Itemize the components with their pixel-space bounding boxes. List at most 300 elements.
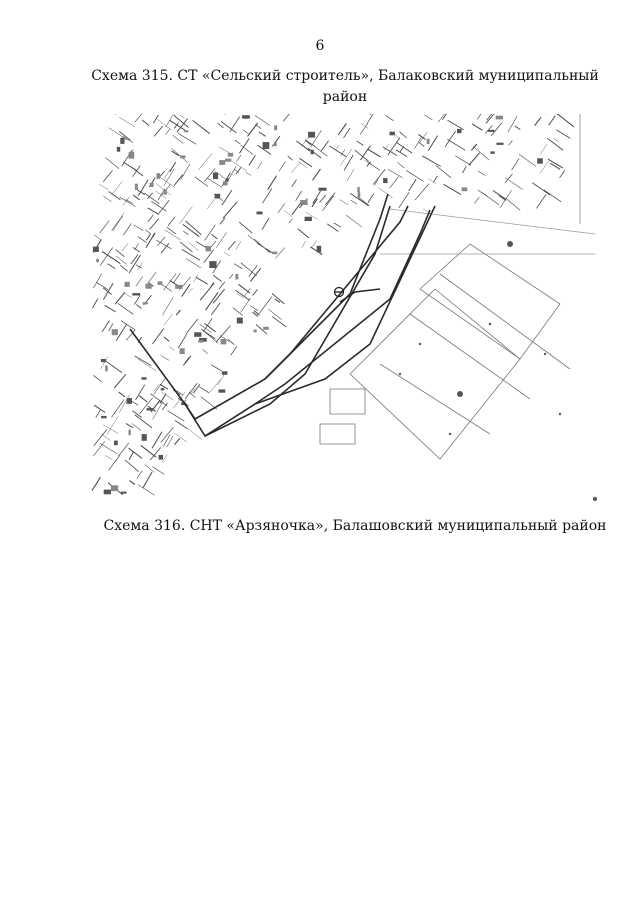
parcel-line xyxy=(428,136,437,151)
parcel-line xyxy=(320,195,326,202)
parcel-line xyxy=(145,464,155,472)
building-block xyxy=(390,132,395,136)
parcel-line xyxy=(183,357,189,365)
parcel-line xyxy=(144,193,159,204)
parcel-line xyxy=(434,176,438,182)
parcel-line xyxy=(313,191,321,204)
parcel-line xyxy=(136,276,143,286)
parcel-line xyxy=(268,176,277,190)
parcel-line xyxy=(257,162,262,170)
parcel-line xyxy=(506,198,520,210)
parcel-line xyxy=(164,337,169,341)
parcel-line xyxy=(199,387,209,394)
urban-blocks xyxy=(92,114,574,495)
parcel-line xyxy=(269,309,282,319)
parcel-line xyxy=(367,162,380,171)
parcel-line xyxy=(241,145,254,155)
building-block xyxy=(497,143,504,145)
parcel-line xyxy=(219,147,229,153)
parcel-line xyxy=(102,321,110,332)
building-block xyxy=(242,115,250,119)
parcel-line xyxy=(188,288,192,293)
parcel-line xyxy=(550,163,560,169)
building-block xyxy=(159,455,163,460)
parcel-line xyxy=(463,166,467,173)
parcel-line xyxy=(560,170,565,178)
building-block xyxy=(142,377,147,380)
parcel-line xyxy=(154,126,163,136)
parcel-line xyxy=(344,155,353,171)
parcel-line xyxy=(121,321,135,330)
parcel-line xyxy=(148,215,153,222)
parcel-line xyxy=(112,182,122,195)
parcel-line xyxy=(112,399,125,417)
parcel-line xyxy=(474,197,479,203)
parcel-line xyxy=(388,169,403,177)
parcel-line xyxy=(535,117,541,125)
field-markers xyxy=(399,241,597,501)
parcel-line xyxy=(544,190,561,202)
parcel-line xyxy=(436,165,451,177)
parcel-line xyxy=(399,192,410,208)
building-block xyxy=(180,155,185,158)
parcel-line xyxy=(133,247,140,252)
parcel-line xyxy=(153,115,158,123)
parcel-line xyxy=(334,223,341,227)
building-block xyxy=(125,282,130,287)
parcel-line xyxy=(137,471,142,479)
parcel-line xyxy=(103,425,118,434)
parcel-line xyxy=(278,204,285,213)
parcel-line xyxy=(321,141,329,151)
building-block xyxy=(496,116,503,120)
building-block xyxy=(120,138,124,144)
parcel-line xyxy=(491,123,502,136)
parcel-line xyxy=(96,410,101,418)
parcel-line xyxy=(106,158,120,169)
parcel-line xyxy=(164,314,173,325)
parcel-line xyxy=(196,277,208,284)
parcel-line xyxy=(505,178,522,190)
parcel-line xyxy=(445,131,456,147)
parcel-line xyxy=(378,188,392,198)
parcel-line xyxy=(119,443,129,456)
parcel-line xyxy=(205,225,216,241)
parcel-line xyxy=(259,297,272,314)
parcel-line xyxy=(153,329,164,344)
parcel-line xyxy=(512,158,520,170)
parcel-line xyxy=(123,223,131,235)
parcel-line xyxy=(138,236,147,242)
parcel-line xyxy=(358,197,370,206)
building-block xyxy=(237,318,243,324)
parcel-line xyxy=(203,349,208,353)
parcel-line xyxy=(148,272,156,284)
building-block xyxy=(257,212,263,215)
parcel-line xyxy=(556,130,570,139)
parcel-line xyxy=(406,170,423,181)
building-block xyxy=(300,200,307,205)
parcel-line xyxy=(161,355,170,360)
parcel-line xyxy=(508,116,517,132)
parcel-line xyxy=(422,156,441,167)
parcel-line xyxy=(347,169,354,181)
parcel-line xyxy=(493,191,506,200)
parcel-line xyxy=(170,162,176,172)
parcel-line xyxy=(124,293,131,297)
parcel-line xyxy=(100,248,113,266)
building-block xyxy=(117,147,120,152)
parcel-line xyxy=(114,374,126,388)
parcel-line xyxy=(455,156,471,166)
building-block xyxy=(93,247,99,252)
parcel-line xyxy=(368,194,374,203)
parcel-line xyxy=(219,282,225,289)
parcel-line xyxy=(175,433,188,442)
building-block xyxy=(147,408,154,411)
parcel-line xyxy=(207,178,222,187)
building-block xyxy=(537,158,543,163)
parcel-line xyxy=(135,415,152,428)
building-block xyxy=(161,388,165,390)
parcel-line xyxy=(447,139,465,150)
parcel-line xyxy=(540,144,547,154)
parcel-line xyxy=(263,188,273,203)
parcel-line xyxy=(158,176,175,188)
parcel-line xyxy=(152,432,162,449)
parcel-line xyxy=(181,164,190,180)
parcel-line xyxy=(340,149,352,166)
building-block xyxy=(272,252,277,255)
parcel-line xyxy=(251,268,261,281)
parcel-line xyxy=(272,293,285,304)
parcel-line xyxy=(250,306,258,311)
parcel-line xyxy=(390,177,399,189)
page-number: 6 xyxy=(315,38,325,54)
parcel-line xyxy=(236,241,241,249)
building-block xyxy=(142,434,147,441)
parcel-line xyxy=(142,120,149,126)
parcel-line xyxy=(292,163,300,173)
parcel-line xyxy=(167,227,176,234)
parcel-line xyxy=(240,138,250,153)
building-block xyxy=(317,246,322,253)
parcel-line xyxy=(109,456,120,471)
parcel-line xyxy=(230,274,234,279)
parcel-line xyxy=(120,197,136,207)
building-block xyxy=(101,416,107,418)
parcel-line xyxy=(344,128,351,138)
parcel-line xyxy=(211,241,216,247)
building-block xyxy=(194,332,201,337)
parcel-line xyxy=(284,210,292,217)
parcel-line xyxy=(519,154,536,166)
parcel-line xyxy=(135,114,149,122)
parcel-line xyxy=(292,180,297,187)
building-block xyxy=(358,192,361,197)
parcel-line xyxy=(515,126,521,130)
parcel-line xyxy=(368,149,381,157)
parcel-line xyxy=(367,114,373,123)
parcel-line xyxy=(103,171,112,182)
parcel-line xyxy=(180,242,192,252)
parcel-line xyxy=(96,282,108,289)
building-block xyxy=(225,159,231,162)
parcel-line xyxy=(136,305,141,309)
parcel-line xyxy=(419,143,424,147)
parcel-line xyxy=(162,392,174,400)
parcel-line xyxy=(212,234,218,239)
parcel-line xyxy=(139,396,147,402)
parcel-line xyxy=(425,115,433,120)
building-block xyxy=(213,173,218,180)
building-block xyxy=(215,194,221,199)
parcel-line xyxy=(134,295,140,304)
parcel-line xyxy=(141,445,156,457)
parcel-line xyxy=(360,123,368,134)
parcel-line xyxy=(228,241,235,250)
building-block xyxy=(263,142,270,149)
parcel-line xyxy=(135,356,152,366)
parcel-line xyxy=(211,365,221,371)
parcel-line xyxy=(175,438,180,444)
building-block xyxy=(311,150,314,154)
parcel-line xyxy=(158,189,165,200)
parcel-line xyxy=(223,202,237,219)
parcel-line xyxy=(113,213,124,232)
parcel-line xyxy=(289,219,293,224)
parcel-line xyxy=(129,452,134,460)
building-block xyxy=(274,142,277,146)
parcel-line xyxy=(355,150,369,161)
parcel-line xyxy=(547,138,563,150)
parcel-line xyxy=(132,423,141,430)
building-block xyxy=(184,130,188,132)
building-block xyxy=(228,153,233,157)
parcel-line xyxy=(168,217,175,226)
parcel-line xyxy=(168,411,185,421)
parcel-line xyxy=(207,199,214,209)
parcel-line xyxy=(120,265,128,271)
parcel-line xyxy=(386,115,394,120)
parcel-line xyxy=(237,155,241,162)
parcel-line xyxy=(178,334,187,348)
building-block xyxy=(357,187,360,192)
parcel-line xyxy=(175,421,188,429)
building-block xyxy=(209,261,216,268)
parcel-line xyxy=(292,202,302,215)
parcel-line xyxy=(254,239,270,253)
parcel-line xyxy=(195,177,208,187)
parcel-line xyxy=(115,293,125,305)
parcel-line xyxy=(143,472,152,488)
parcel-line xyxy=(478,171,486,176)
building-block xyxy=(221,339,227,344)
parcel-line xyxy=(92,299,97,308)
parcel-line xyxy=(92,477,101,491)
building-block xyxy=(254,330,257,333)
parcel-line xyxy=(188,428,202,439)
building-block xyxy=(156,173,160,179)
parcel-line xyxy=(346,215,362,227)
building-block xyxy=(121,492,127,494)
building-block xyxy=(222,371,228,375)
parcel-line xyxy=(370,114,381,115)
parcel-line xyxy=(253,289,258,295)
building-block xyxy=(129,152,135,159)
building-block xyxy=(104,490,111,495)
parcel-line xyxy=(166,129,171,135)
parcel-line xyxy=(94,235,101,240)
parcel-line xyxy=(103,196,112,202)
parcel-line xyxy=(218,375,225,386)
parcel-line xyxy=(172,148,189,162)
parcel-line xyxy=(537,194,547,208)
parcel-line xyxy=(329,146,346,157)
building-block xyxy=(457,129,462,133)
parcel-line xyxy=(469,153,480,166)
building-block xyxy=(305,217,312,221)
building-block xyxy=(132,293,140,295)
parcel-line xyxy=(323,196,334,211)
parcel-line xyxy=(300,158,313,167)
parcel-line xyxy=(532,183,550,195)
parcel-line xyxy=(200,283,214,300)
parcel-line xyxy=(174,175,183,186)
building-block xyxy=(175,285,182,289)
parcel-line xyxy=(146,234,150,240)
parcel-line xyxy=(116,256,127,264)
parcel-line xyxy=(243,130,249,135)
parcel-line xyxy=(239,284,251,293)
parcel-line xyxy=(119,392,125,397)
parcel-line xyxy=(248,235,263,247)
parcel-line xyxy=(146,233,155,248)
parcel-line xyxy=(485,125,492,133)
parcel-line xyxy=(105,361,121,373)
parcel-line xyxy=(116,249,125,256)
parcel-line xyxy=(471,144,477,150)
parcel-line xyxy=(340,200,349,205)
building-block xyxy=(96,259,99,262)
parcel-line xyxy=(397,162,404,168)
parcel-line xyxy=(198,153,212,170)
parcel-line xyxy=(357,141,364,145)
parcel-line xyxy=(186,319,198,334)
parcel-line xyxy=(302,241,306,248)
parcel-line xyxy=(176,310,180,315)
parcel-line xyxy=(150,219,159,230)
parcel-line xyxy=(115,114,120,115)
parcel-line xyxy=(478,190,488,196)
parcel-line xyxy=(109,192,121,200)
parcel-line xyxy=(351,200,358,204)
building-block xyxy=(127,398,132,404)
building-block xyxy=(308,132,315,138)
parcel-line xyxy=(388,138,400,155)
building-block xyxy=(219,160,225,165)
parcel-line xyxy=(134,225,143,231)
parcel-line xyxy=(99,184,108,189)
parcel-line xyxy=(259,132,266,136)
building-block xyxy=(235,274,238,280)
parcel-line xyxy=(249,155,256,165)
parcel-line xyxy=(360,146,370,161)
parcel-line xyxy=(193,384,199,393)
parcel-line xyxy=(222,190,232,205)
parcel-line xyxy=(444,184,462,194)
parcel-line xyxy=(123,162,137,171)
parcel-line xyxy=(288,156,293,160)
building-block xyxy=(158,281,163,285)
building-block xyxy=(274,125,277,130)
building-block xyxy=(219,389,226,392)
parcel-line xyxy=(279,161,285,171)
parcel-line xyxy=(409,179,416,191)
parcel-line xyxy=(100,221,110,234)
parcel-line xyxy=(93,274,101,288)
parcel-line xyxy=(415,184,429,201)
parcel-line xyxy=(131,255,138,265)
parcel-line xyxy=(211,303,220,315)
parcel-line xyxy=(442,114,447,120)
building-block xyxy=(319,188,327,191)
parcel-line xyxy=(231,346,237,355)
parcel-line xyxy=(499,195,506,200)
parcel-line xyxy=(272,317,286,327)
building-block xyxy=(462,187,468,191)
parcel-line xyxy=(173,135,184,144)
parcel-line xyxy=(298,229,309,238)
parcel-line xyxy=(122,243,128,251)
building-block xyxy=(114,441,118,446)
parcel-line xyxy=(235,140,240,144)
parcel-line xyxy=(157,119,171,130)
parcel-line xyxy=(218,123,224,128)
scheme-316-caption: Схема 316. СНТ «Арзяночка», Балашовский муниципальный район xyxy=(103,518,607,534)
building-block xyxy=(427,139,430,144)
parcel-line xyxy=(178,133,196,144)
parcel-line xyxy=(167,436,173,447)
parcel-line xyxy=(126,423,134,428)
parcel-line xyxy=(477,114,486,120)
parcel-line xyxy=(239,222,252,233)
parcel-line xyxy=(162,297,173,316)
parcel-line xyxy=(108,264,116,269)
scheme-315-map xyxy=(90,114,600,506)
building-block xyxy=(223,181,228,185)
building-block xyxy=(112,329,118,335)
building-block xyxy=(488,130,494,132)
parcel-line xyxy=(148,208,159,215)
parcel-line xyxy=(234,264,242,269)
parcel-line xyxy=(221,121,237,133)
parcel-line xyxy=(170,347,175,351)
building-block xyxy=(129,430,131,436)
building-block xyxy=(180,348,185,354)
parcel-line xyxy=(325,193,335,205)
parcel-line xyxy=(399,132,406,138)
parcel-line xyxy=(245,172,251,175)
parcel-line xyxy=(225,114,231,115)
parcel-line xyxy=(262,218,269,230)
cadastral-map xyxy=(90,114,600,506)
parcel-line xyxy=(338,124,346,135)
parcel-line xyxy=(336,145,339,150)
building-block xyxy=(263,327,269,330)
building-block xyxy=(383,178,387,183)
parcel-line xyxy=(129,481,135,485)
